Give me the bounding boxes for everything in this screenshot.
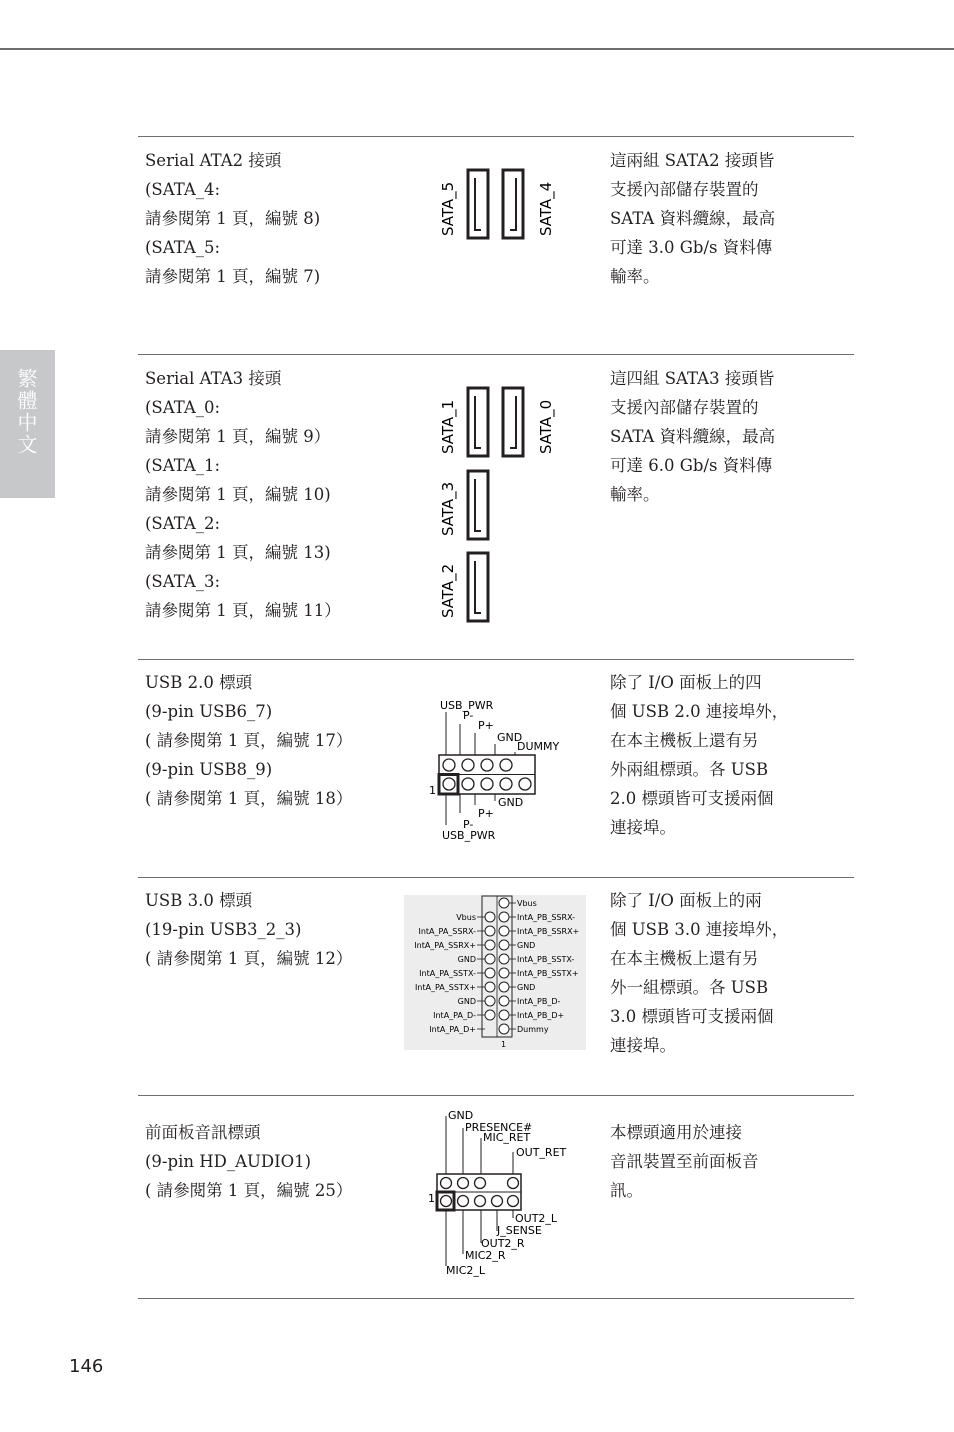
text-line: (SATA_3:	[145, 572, 221, 591]
text-line: 請參閱第 1 頁，編號 10)	[145, 485, 331, 504]
usb3-left-pin-label: IntA_PA_D+	[429, 1025, 476, 1034]
page-number: 146	[69, 1356, 104, 1377]
sata2-description	[145, 146, 395, 291]
text-line: 請參閱第 1 頁，編號 11）	[145, 601, 341, 620]
text-line: 輸率。	[610, 485, 660, 504]
usb3-left-pin-label: IntA_PA_SSRX-	[418, 927, 476, 936]
section-rule	[138, 1095, 854, 1096]
p-minus-bottom-label: P-	[463, 818, 474, 831]
text-line: 3.0 標頭皆可支援兩個	[610, 1007, 774, 1026]
section-rule	[138, 136, 854, 137]
text-line: ( 請參閱第 1 頁，編號 18）	[145, 789, 353, 808]
usb3-description	[145, 886, 395, 973]
text-line: ( 請參閱第 1 頁，編號 12）	[145, 949, 353, 968]
mic-ret-label: MIC_RET	[483, 1131, 531, 1144]
sata3-connector	[468, 471, 488, 539]
text-line: 訊。	[610, 1181, 643, 1200]
text-line: 外兩組標頭。各 USB	[610, 760, 769, 779]
usb3-right-pin-label: IntA_PB_SSTX-	[517, 955, 575, 964]
text-line: (9-pin HD_AUDIO1)	[145, 1152, 312, 1171]
presence-label: PRESENCE#	[465, 1121, 533, 1134]
p-plus-bottom-label: P+	[478, 807, 494, 820]
usb3-right-pin-label: IntA_PB_SSTX+	[517, 969, 579, 978]
usb3-right-pin-label: Dummy	[517, 1025, 549, 1034]
out2-r-label: OUT2_R	[481, 1237, 525, 1250]
section-rule	[138, 877, 854, 878]
usb3-right-pin-label: GND	[517, 983, 536, 992]
usb3-right-pin-label: IntA_PB_D-	[517, 997, 561, 1006]
sata1-label: SATA_1	[439, 399, 457, 454]
sata4-connector	[503, 170, 523, 238]
sata3-description	[145, 364, 395, 625]
usb3-left-pin-label: IntA_PA_SSRX+	[414, 941, 476, 950]
text-line: (9-pin USB6_7)	[145, 702, 273, 721]
text-line: SATA 資料纜線，最高	[610, 209, 776, 228]
sata2-connector	[468, 553, 488, 621]
usb3-left-pin-label: IntA_PA_SSTX-	[419, 969, 476, 978]
text-line: 除了 I/O 面板上的兩	[610, 891, 762, 910]
sata3-note	[610, 364, 810, 509]
p-minus-top-label: P-	[463, 709, 474, 722]
text-line: 可達 3.0 Gb/s 資料傳	[610, 238, 773, 257]
text-line: 外一組標頭。各 USB	[610, 978, 769, 997]
mic2-r-label: MIC2_R	[465, 1249, 506, 1262]
usb3-pin1-label: 1	[501, 1040, 507, 1049]
text-line: 個 USB 3.0 連接埠外，	[610, 920, 789, 939]
usb3-right-pin-label: IntA_PB_SSRX+	[517, 927, 580, 936]
usb-pwr-top-label: USB_PWR	[440, 699, 494, 712]
side-tab-label: 繁體中文	[14, 368, 38, 456]
usb2-description	[145, 668, 395, 813]
dummy-label: DUMMY	[517, 740, 560, 753]
usb3-left-pin-label: IntA_PA_D-	[433, 1011, 476, 1020]
sata0-label: SATA_0	[537, 399, 555, 454]
text-line: 在本主機板上還有另	[610, 731, 759, 750]
out2-l-label: OUT2_L	[515, 1212, 558, 1225]
text-line: 除了 I/O 面板上的四	[610, 673, 762, 692]
text-line: 這兩組 SATA2 接頭皆	[610, 151, 775, 170]
text-line: 個 USB 2.0 連接埠外，	[610, 702, 789, 721]
usb3-right-pin-label: Vbus	[517, 899, 537, 908]
text-line: 在本主機板上還有另	[610, 949, 759, 968]
sata2-note	[610, 146, 810, 291]
text-line: 請參閱第 1 頁，編號 13)	[145, 543, 331, 562]
sata2-connector-diagram	[425, 160, 565, 245]
text-line: 請參閱第 1 頁，編號 9）	[145, 427, 331, 446]
text-line: ( 請參閱第 1 頁，編號 17）	[145, 731, 353, 750]
text-line: USB 3.0 標頭	[145, 891, 253, 910]
usb3-left-pin-label: Vbus	[456, 913, 476, 922]
usb3-right-pin-label: IntA_PB_SSRX-	[517, 913, 576, 922]
text-line: USB 2.0 標頭	[145, 673, 253, 692]
text-line: 本標頭適用於連接	[610, 1123, 742, 1142]
usb3-header-diagram	[404, 895, 586, 1050]
sata5-label: SATA_5	[439, 181, 457, 236]
text-line: (SATA_1:	[145, 456, 221, 475]
usb3-left-pin-label: GND	[457, 997, 476, 1006]
mic2-l-label: MIC2_L	[446, 1264, 486, 1277]
p-plus-top-label: P+	[478, 719, 494, 732]
audio-header-diagram	[425, 1106, 575, 1278]
text-line: 請參閱第 1 頁，編號 8)	[145, 209, 321, 228]
text-line: 連接埠。	[610, 818, 676, 837]
text-line: 支援內部儲存裝置的	[610, 180, 759, 199]
text-line: (SATA_4:	[145, 180, 221, 199]
usb-pwr-bottom-label: USB_PWR	[442, 829, 496, 842]
text-line: (SATA_2:	[145, 514, 221, 533]
top-rule	[0, 48, 954, 50]
text-line: 這四組 SATA3 接頭皆	[610, 369, 775, 388]
language-side-tab	[0, 350, 55, 498]
pin1-label: 1	[429, 784, 436, 797]
section-rule	[138, 354, 854, 355]
audio-description	[145, 1118, 395, 1205]
usb3-right-pin-label: GND	[517, 941, 536, 950]
usb2-note	[610, 668, 810, 842]
sata1-connector	[468, 388, 488, 456]
j-sense-label: J_SENSE	[497, 1224, 542, 1237]
audio-note	[610, 1118, 810, 1205]
text-line: 可達 6.0 Gb/s 資料傳	[610, 456, 773, 475]
section-rule	[138, 659, 854, 660]
text-line: 音訊裝置至前面板音	[610, 1152, 759, 1171]
text-line: 請參閱第 1 頁，編號 7)	[145, 267, 321, 286]
text-line: 連接埠。	[610, 1036, 676, 1055]
section-rule	[138, 1298, 854, 1299]
sata3-label: SATA_3	[439, 481, 457, 536]
text-line: (SATA_5:	[145, 238, 221, 257]
text-line: Serial ATA2 接頭	[145, 151, 282, 170]
text-line: 輸率。	[610, 267, 660, 286]
out-ret-label: OUT_RET	[516, 1146, 567, 1159]
usb3-note	[610, 886, 810, 1060]
usb3-left-pin-label: GND	[457, 955, 476, 964]
text-line: ( 請參閱第 1 頁，編號 25）	[145, 1181, 353, 1200]
audio-pin1-label: 1	[428, 1192, 435, 1205]
text-line: 支援內部儲存裝置的	[610, 398, 759, 417]
sata5-connector	[468, 170, 488, 238]
gnd-top-label: GND	[497, 731, 523, 744]
text-line: (19-pin USB3_2_3)	[145, 920, 302, 939]
usb3-right-pin-label: IntA_PB_D+	[517, 1011, 565, 1020]
text-line: SATA 資料纜線，最高	[610, 427, 776, 446]
usb3-left-pin-label: IntA_PA_SSTX+	[414, 983, 476, 992]
usb2-header-diagram	[425, 695, 575, 845]
sata2-label: SATA_2	[439, 563, 457, 618]
text-line: (9-pin USB8_9)	[145, 760, 273, 779]
text-line: Serial ATA3 接頭	[145, 369, 282, 388]
gnd-bottom-label: GND	[498, 796, 524, 809]
text-line: 2.0 標頭皆可支援兩個	[610, 789, 774, 808]
text-line: 前面板音訊標頭	[145, 1123, 261, 1142]
audio-gnd-label: GND	[448, 1109, 474, 1122]
sata3-connector-diagram	[425, 378, 565, 628]
text-line: (SATA_0:	[145, 398, 221, 417]
sata0-connector	[503, 388, 523, 456]
sata4-label: SATA_4	[537, 181, 555, 236]
